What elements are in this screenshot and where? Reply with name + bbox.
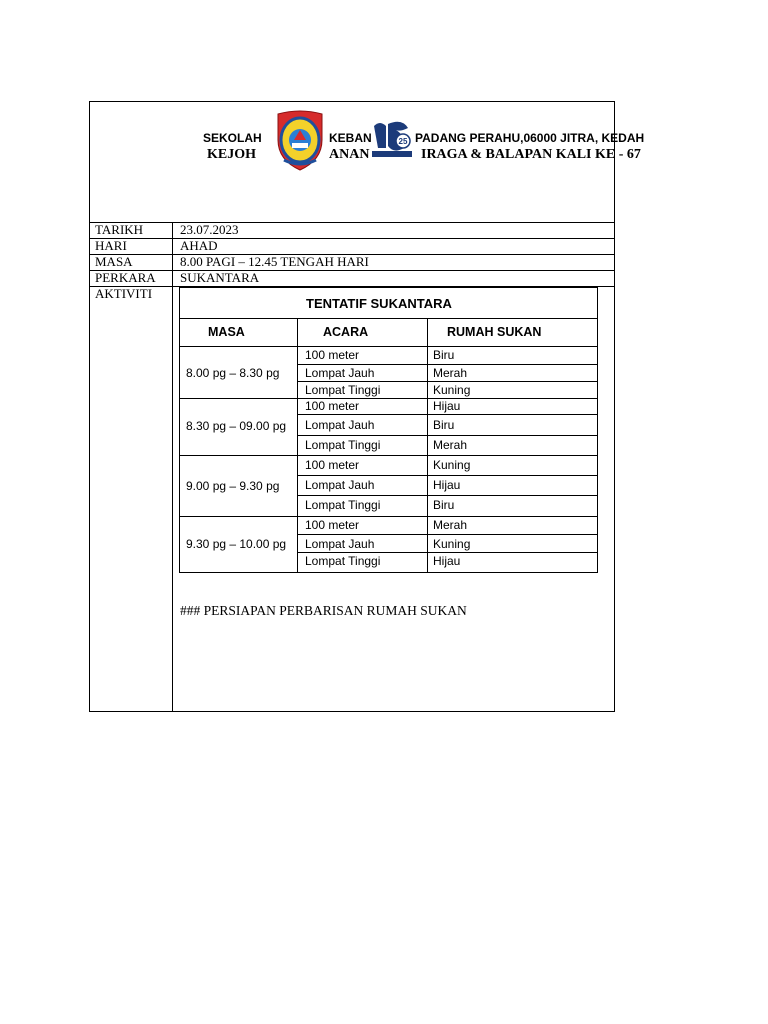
tentatif-header-divider bbox=[179, 346, 598, 347]
row-rumah: Merah bbox=[433, 518, 468, 532]
info-label-perkara: PERKARA bbox=[95, 270, 156, 285]
row-acara: Lompat Tinggi bbox=[305, 498, 381, 512]
row-acara: 100 meter bbox=[305, 399, 360, 413]
info-value-perkara: SUKANTARA bbox=[180, 270, 260, 285]
row-rumah: Hijau bbox=[433, 399, 461, 413]
info-value-masa: 8.00 PAGI – 12.45 TENGAH HARI bbox=[180, 254, 369, 269]
header-line1-left: SEKOLAH bbox=[203, 131, 262, 145]
group-divider bbox=[179, 516, 598, 517]
note-text: ### PERSIAPAN PERBARISAN RUMAH SUKAN bbox=[180, 603, 467, 618]
row-rumah: Kuning bbox=[433, 458, 471, 472]
group-masa: 8.00 pg – 8.30 pg bbox=[186, 366, 280, 380]
group-masa: 9.00 pg – 9.30 pg bbox=[186, 479, 280, 493]
row-divider bbox=[297, 364, 598, 365]
group-divider bbox=[179, 398, 598, 399]
row-rumah: Kuning bbox=[433, 383, 471, 397]
info-label-masa: MASA bbox=[95, 254, 133, 269]
header-line2-left: KEJOH bbox=[207, 147, 257, 162]
info-column-divider bbox=[172, 222, 173, 712]
row-rumah: Biru bbox=[433, 418, 455, 432]
school-logo bbox=[272, 110, 328, 172]
row-rumah: Biru bbox=[433, 498, 455, 512]
row-acara: Lompat Jauh bbox=[305, 537, 375, 551]
info-divider bbox=[89, 222, 615, 223]
info-label-tarikh: TARIKH bbox=[95, 222, 144, 237]
row-acara: Lompat Jauh bbox=[305, 366, 375, 380]
header-line2-right: IRAGA & BALAPAN KALI KE - 67 bbox=[421, 147, 641, 162]
header-line1-right: PADANG PERAHU,06000 JITRA, KEDAH bbox=[415, 131, 645, 145]
header-line1-mid: KEBAN bbox=[329, 131, 372, 145]
row-acara: Lompat Jauh bbox=[305, 478, 375, 492]
column-header-masa: MASA bbox=[208, 325, 245, 339]
row-divider bbox=[297, 475, 598, 476]
info-divider bbox=[89, 270, 615, 271]
row-rumah: Merah bbox=[433, 438, 468, 452]
column-header-acara: ACARA bbox=[323, 325, 369, 339]
group-masa: 8.30 pg – 09.00 pg bbox=[186, 419, 287, 433]
row-divider bbox=[297, 435, 598, 436]
group-divider bbox=[179, 455, 598, 456]
row-rumah: Biru bbox=[433, 348, 455, 362]
row-acara: Lompat Tinggi bbox=[305, 383, 381, 397]
row-acara: 100 meter bbox=[305, 518, 360, 532]
row-divider bbox=[297, 414, 598, 415]
row-acara: Lompat Tinggi bbox=[305, 554, 381, 568]
row-divider bbox=[297, 495, 598, 496]
row-rumah: Hijau bbox=[433, 478, 461, 492]
tentatif-title-divider bbox=[179, 318, 598, 319]
info-label-hari: HARI bbox=[95, 238, 127, 253]
event-logo-number: 25 bbox=[398, 137, 408, 146]
header-line2-mid: ANAN bbox=[329, 147, 370, 162]
row-divider bbox=[297, 552, 598, 553]
row-rumah: Hijau bbox=[433, 554, 461, 568]
row-acara: Lompat Jauh bbox=[305, 418, 375, 432]
row-acara: 100 meter bbox=[305, 348, 360, 362]
row-acara: 100 meter bbox=[305, 458, 360, 472]
info-value-tarikh: 23.07.2023 bbox=[180, 222, 239, 237]
event-logo bbox=[370, 118, 414, 160]
row-acara: Lompat Tinggi bbox=[305, 438, 381, 452]
info-label-aktiviti: AKTIVITI bbox=[95, 286, 153, 301]
info-divider bbox=[89, 238, 615, 239]
column-header-rumah-sukan: RUMAH SUKAN bbox=[447, 325, 542, 339]
tentatif-title: TENTATIF SUKANTARA bbox=[306, 296, 452, 311]
row-rumah: Merah bbox=[433, 366, 468, 380]
info-value-hari: AHAD bbox=[180, 238, 218, 253]
row-rumah: Kuning bbox=[433, 537, 471, 551]
group-masa: 9.30 pg – 10.00 pg bbox=[186, 537, 287, 551]
row-divider bbox=[297, 534, 598, 535]
row-divider bbox=[297, 381, 598, 382]
